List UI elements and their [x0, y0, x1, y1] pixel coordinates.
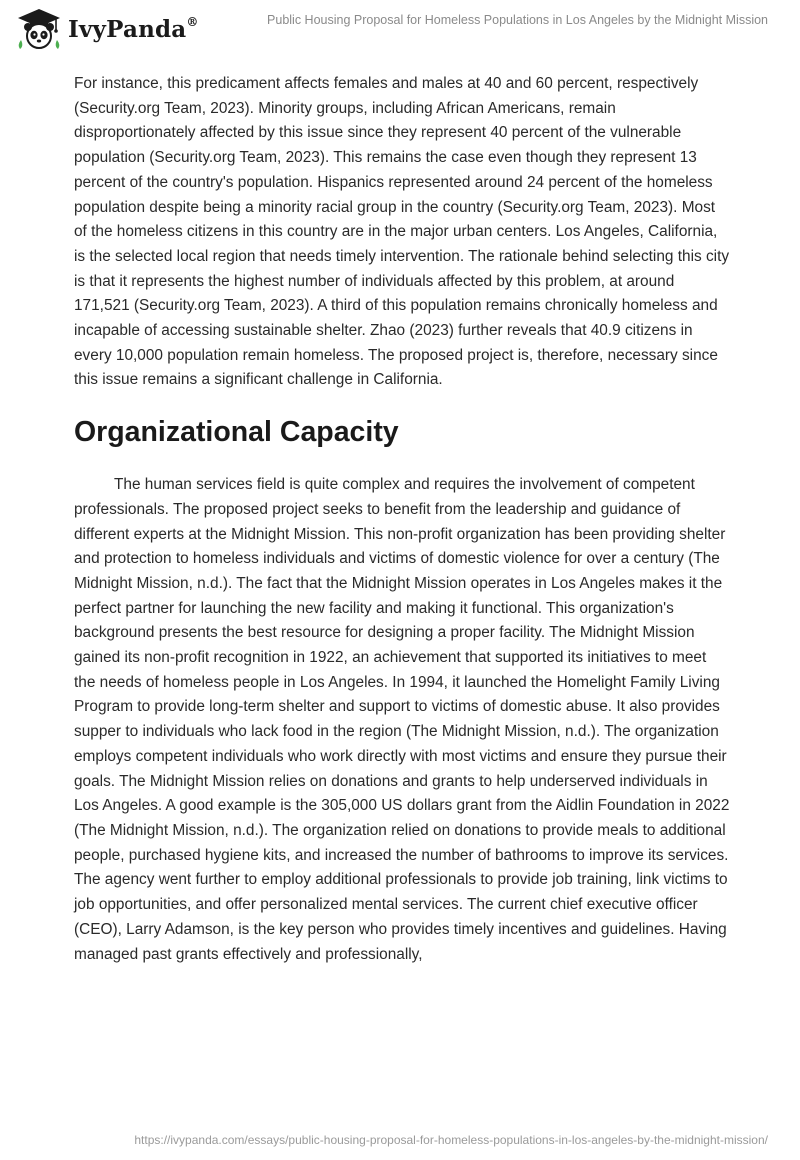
source-url[interactable]: https://ivypanda.com/essays/public-housing-proposal-for-homeless-populations-in-los-angeles-by-the-midnight-mission/: [134, 1133, 768, 1147]
brand-name: IvyPanda®: [68, 14, 199, 43]
graduation-panda-icon: [16, 8, 62, 50]
section-heading: Organizational Capacity: [74, 416, 399, 449]
essay-content: [74, 72, 730, 967]
body-paragraph: For instance, this predicament affects females and males at 40 and 60 percent, respectively (Security.org Team, 2023). Minority groups, including African Americans, remain disproportionately affected by this issue since they represent 40 percent of the vulnerable population (Security.org Team, 2023). This remains the case even though they represent 13 percent of the country's population. Hispanics represented around 24 percent of the homeless population despite being a minority racial group in the country (Security.org Team, 2023). Most of the homeless citizens in this country are in the major urban centers. Los Angeles, California, is the selected local region that needs timely intervention. The rationale behind selecting this city is that it represents the highest number of individuals affected by this problem, at around 171,521 (Security.org Team, 2023). A third of this population remains chronically homeless and incapable of accessing sustainable shelter. Zhao (2023) further reveals that 40.9 citizens in every 10,000 population remain homeless. The proposed project is, therefore, necessary since this issue remains a significant challenge in California.: [74, 75, 730, 389]
body-paragraph: The human services field is quite complex and requires the involvement of competent professionals. The proposed project seeks to benefit from the leadership and guidance of different experts at the Midnight Mission. This non-profit organization has been providing shelter and protection to homeless individuals and victims of domestic violence for over a century (The Midnight Mission, n.d.). The fact that the Midnight Mission operates in Los Angeles makes it the perfect partner for launching the new facility and making it functional. This organization's background presents the best resource for designing a proper facility. The Midnight Mission gained its non-profit recognition in 1922, an achievement that supported its initiatives to meet the needs of homeless people in Los Angeles. In 1994, it launched the Homelight Family Living Program to provide long-term shelter and support to victims of domestic abuse. It also provides supper to individuals who lack food in the region (The Midnight Mission, n.d.). The organization employs competent individuals who work directly with most victims and ensure they pursue their goals. The Midnight Mission relies on donations and grants to help underserved individuals in Los Angeles. A good example is the 305,000 US dollars grant from the Aidlin Foundation in 2022 (The Midnight Mission, n.d.). The organization relied on donations to provide meals to additional people, purchased hygiene kits, and increased the number of bathrooms to improve its services. The agency went further to employ additional professionals to provide job training, link victims to job opportunities, and offer personalized mental services. The current chief executive officer (CEO), Larry Adamson, is the key person who provides timely incentives and guidelines. Having managed past grants effectively and professionally,: [74, 476, 730, 963]
brand-logo[interactable]: [16, 8, 199, 50]
page-header: [0, 0, 800, 60]
document-title: Public Housing Proposal for Homeless Populations in Los Angeles by the Midnight Mission: [267, 13, 768, 27]
